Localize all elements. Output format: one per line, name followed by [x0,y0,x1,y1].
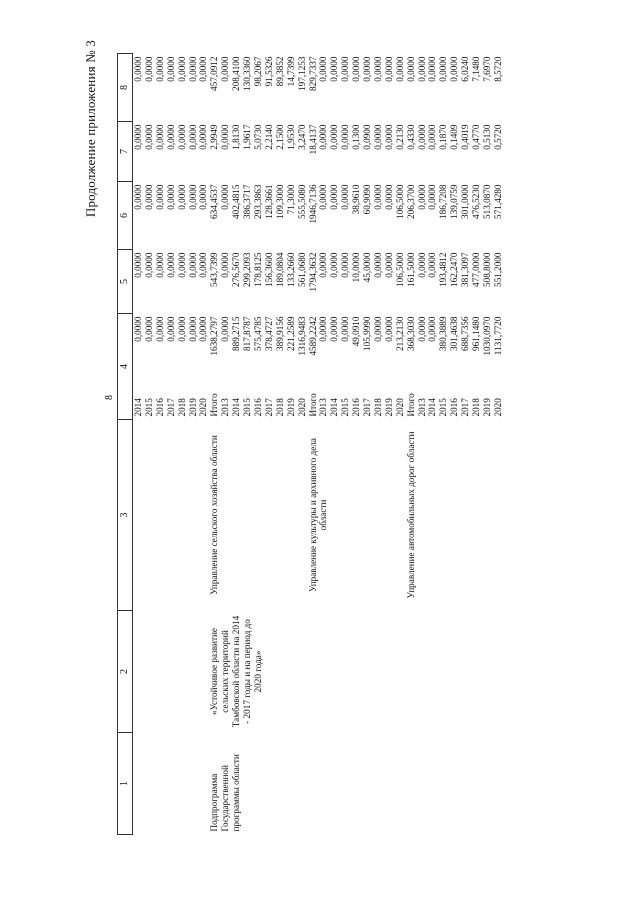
column-number: 8 [118,54,133,122]
column-number: 1 [118,733,133,835]
value-cell: 477,0000 [471,252,482,287]
year-cell: 2016 [449,398,460,417]
value-cell: 0,0000 [416,56,427,82]
value-cell: 0,0000 [176,184,187,210]
value-cell: 293,3863 [252,184,263,219]
column-number: 5 [118,250,133,314]
year-cell: 2015 [340,398,351,417]
value-cell: 0,0000 [340,316,351,342]
value-cell: 197,1253 [296,56,307,91]
value-cell: 1131,7720 [492,316,503,356]
value-cell: 0,0000 [133,124,143,150]
year-cell: 2019 [187,398,198,417]
value-cell: 386,3717 [242,184,253,219]
value-cell: 10,0000 [351,252,362,283]
value-cell: 1,9530 [285,124,296,150]
value-cell: 508,8000 [482,252,492,287]
value-cell: 1794,3632 [307,252,318,292]
value-cell: 156,3600 [263,252,274,287]
page-number: 8 [103,376,118,420]
year-cell: 2013 [220,398,231,417]
value-cell: 161,5000 [405,252,416,287]
value-cell: 0,2130 [394,124,405,150]
value-cell: 89,3852 [274,56,285,87]
value-cell: 0,0000 [154,316,165,342]
value-cell: 389,9156 [274,316,285,351]
year-cell: 2019 [285,398,296,417]
value-cell: 4589,2242 [307,316,318,356]
value-cell: 0,0000 [318,184,329,210]
value-cell: 0,0000 [329,252,340,278]
value-cell: 2,9949 [209,124,220,150]
value-cell: 551,2000 [492,252,503,287]
value-cell: 2,2140 [263,124,274,150]
value-cell: 1946,7136 [307,184,318,224]
value-cell: 0,0000 [187,124,198,150]
value-cell: 0,0000 [383,184,394,210]
year-cell: 2020 [394,398,405,417]
value-cell: 0,0000 [427,56,438,82]
value-cell: 38,9610 [351,184,362,215]
value-cell: 0,0000 [198,56,209,82]
value-cell: 889,2715 [231,316,242,351]
value-cell: 8,5720 [492,56,503,82]
value-cell: 1316,9483 [296,316,307,356]
value-cell: 0,0000 [187,56,198,82]
year-cell: 2014 [329,398,340,417]
value-cell: 0,0000 [340,184,351,210]
value-cell: 0,0000 [383,124,394,150]
column-number: 4 [118,314,133,420]
value-cell: 213,2130 [394,316,405,351]
year-cell: 2016 [154,398,165,417]
value-cell: 0,0000 [340,124,351,150]
value-cell: 0,0000 [176,124,187,150]
value-cell: 0,0000 [154,56,165,82]
value-cell: 571,4280 [492,184,503,219]
year-cell: 2019 [383,398,394,417]
value-cell: 109,3000 [274,184,285,219]
year-cell: 2014 [427,398,438,417]
value-cell: 0,0000 [383,316,394,342]
value-cell: 378,4727 [263,316,274,351]
year-cell: 2015 [242,398,253,417]
value-cell: 0,0000 [372,252,383,278]
value-cell: 0,0000 [362,56,373,82]
value-cell: 276,5670 [231,252,242,287]
value-cell: 0,0000 [372,124,383,150]
value-cell: 0,0000 [143,56,154,82]
value-cell: 688,7356 [460,316,471,351]
column-number-row [118,54,133,835]
value-cell: 0,0000 [198,252,209,278]
column-number: 3 [118,420,133,611]
year-cell: 2016 [351,398,362,417]
year-cell: Итого [307,393,318,417]
year-cell: 2018 [274,398,285,417]
value-cell: 162,2470 [449,252,460,287]
value-cell: 0,0000 [416,252,427,278]
value-cell: 106,5000 [394,184,405,219]
value-cell: 133,2660 [285,252,296,287]
value-cell: 0,0000 [438,56,449,82]
value-cell: 0,0000 [176,252,187,278]
rotated-sheet [83,30,628,835]
column-number: 6 [118,182,133,250]
agency-name: Управление сельского хозяйства области [209,435,220,595]
year-cell: 2020 [296,398,307,417]
value-cell: 0,0000 [351,56,362,82]
value-cell: 0,0000 [154,184,165,210]
value-cell: 0,0000 [427,252,438,278]
value-cell: 0,0000 [133,252,143,278]
value-cell: 0,4330 [405,124,416,150]
value-cell: 961,1480 [471,316,482,351]
year-cell: 2013 [416,398,427,417]
value-cell: 1030,0970 [482,316,492,356]
agency-name: Управление автомобильных дорог области [405,431,416,599]
value-cell: 0,0000 [187,252,198,278]
value-cell: 380,3889 [438,316,449,351]
value-cell: 0,0000 [394,56,405,82]
value-cell: 0,1409 [449,124,460,150]
value-cell: 0,0000 [165,252,176,278]
value-cell: 139,0759 [449,184,460,219]
value-cell: 189,0804 [274,252,285,287]
year-cell: Итого [209,393,220,417]
year-cell: 2013 [318,398,329,417]
value-cell: 45,0000 [362,252,373,283]
value-cell: 1638,2797 [209,316,220,356]
value-cell: 106,5000 [394,252,405,287]
value-cell: 0,0000 [154,252,165,278]
value-cell: 0,0000 [176,316,187,342]
value-cell: 7,1480 [471,56,482,82]
value-cell: 0,0000 [372,184,383,210]
value-cell: 0,0000 [220,56,231,82]
value-cell: 0,1300 [351,124,362,150]
value-cell: 130,3360 [242,56,253,91]
value-cell: 0,0000 [372,316,383,342]
year-cell: 2014 [231,398,242,417]
value-cell: 0,0000 [165,56,176,82]
year-cell: 2018 [471,398,482,417]
value-cell: 402,4815 [231,184,242,219]
year-cell: 2017 [165,398,176,417]
year-cell: 2020 [198,398,209,417]
value-cell: 2,1500 [274,124,285,150]
value-cell: 0,0000 [220,252,231,278]
column-number: 7 [118,122,133,182]
value-cell: 193,4812 [438,252,449,287]
value-cell: 98,2067 [252,56,263,87]
value-cell: 0,0000 [416,124,427,150]
value-cell: 0,0000 [198,124,209,150]
value-cell: 1,8130 [231,124,242,150]
value-cell: 0,0000 [427,124,438,150]
value-cell: 105,9990 [362,316,373,351]
value-cell: 0,0000 [427,316,438,342]
value-cell: 0,1870 [438,124,449,150]
value-cell: 0,0000 [416,316,427,342]
value-cell: 543,7399 [209,252,220,287]
page-number-row [103,54,118,835]
value-cell: 0,0000 [329,56,340,82]
value-cell: 0,0000 [143,316,154,342]
value-cell: 0,0000 [329,184,340,210]
value-cell: 0,0000 [198,184,209,210]
value-cell: 0,0000 [187,184,198,210]
value-cell: 829,7337 [307,56,318,91]
value-cell: 0,0000 [154,124,165,150]
value-cell: 0,0000 [176,56,187,82]
value-cell: 555,5080 [296,184,307,219]
agency-name: Управление культуры и архивного дела области [307,438,329,592]
value-cell: 817,8787 [242,316,253,351]
value-cell: 301,0000 [460,184,471,219]
value-cell: 0,0000 [198,316,209,342]
program-title: «Устойчивое развитие сельских территорий Тамбовской области на 2014 - 2017 годы и на период до 2020 года» [209,615,263,728]
year-cell: 2017 [460,398,471,417]
value-cell: 206,3700 [405,184,416,219]
value-cell: 0,0000 [143,252,154,278]
value-cell: 0,0000 [220,124,231,150]
value-cell: 0,0000 [372,56,383,82]
year-cell: 2016 [252,398,263,417]
value-cell: 0,5130 [482,124,492,150]
value-cell: 1,9617 [242,124,253,150]
value-cell: 0,4019 [460,124,471,150]
value-cell: 0,5720 [492,124,503,150]
value-cell: 221,2589 [285,316,296,351]
year-cell: 2017 [362,398,373,417]
value-cell: 208,4100 [231,56,242,91]
value-cell: 634,4537 [209,184,220,219]
value-cell: 0,0000 [318,56,329,82]
year-cell: 2018 [176,398,187,417]
value-cell: 0,0000 [416,184,427,210]
value-cell: 0,0000 [383,252,394,278]
year-cell: 2014 [133,398,143,417]
value-cell: 0,0000 [220,184,231,210]
program-label: Подпрограмма Государственной программы области [209,754,242,832]
value-cell: 513,0870 [482,184,492,219]
value-cell: 0,0000 [427,184,438,210]
value-cell: 0,0900 [362,124,373,150]
page-heading: Продолжение приложения № 3 [83,40,98,218]
value-cell: 381,3097 [460,252,471,287]
value-cell: 60,9090 [362,184,373,215]
value-cell: 14,7399 [285,56,296,87]
value-cell: 7,6970 [482,56,492,82]
value-cell: 575,4785 [252,316,263,351]
year-cell: 2015 [143,398,154,417]
value-cell: 0,0000 [133,56,143,82]
value-cell: 301,4638 [449,316,460,351]
value-cell: 91,5326 [263,56,274,87]
table-row [133,54,144,835]
value-cell: 186,7208 [438,184,449,219]
value-cell: 6,0240 [460,56,471,82]
value-cell: 3,2470 [296,124,307,150]
value-cell: 49,0910 [351,316,362,347]
value-cell: 0,0000 [329,124,340,150]
value-cell: 0,0000 [318,124,329,150]
value-cell: 18,4137 [307,124,318,155]
year-cell: Итого [405,393,416,417]
agency-name [133,420,210,611]
value-cell: 561,0680 [296,252,307,287]
value-cell: 299,2093 [242,252,253,287]
value-cell: 368,3030 [405,316,416,351]
year-cell: 2018 [372,398,383,417]
value-cell: 0,0000 [329,316,340,342]
value-cell: 0,0000 [143,124,154,150]
value-cell: 0,0000 [318,252,329,278]
year-cell: 2019 [482,398,492,417]
value-cell: 0,0000 [187,316,198,342]
value-cell: 71,3000 [285,184,296,215]
value-cell: 0,0000 [318,316,329,342]
value-cell: 0,0000 [449,56,460,82]
value-cell: 5,0730 [252,124,263,150]
table-body [133,54,504,835]
value-cell: 0,0000 [133,184,143,210]
value-cell: 0,0000 [220,316,231,342]
value-cell: 0,0000 [165,124,176,150]
year-cell: 2017 [263,398,274,417]
value-cell: 0,0000 [340,56,351,82]
value-cell: 0,0000 [133,316,143,342]
value-cell: 0,4770 [471,124,482,150]
column-number: 2 [118,611,133,733]
value-cell: 128,3661 [263,184,274,219]
value-cell: 476,5230 [471,184,482,219]
value-cell: 0,0000 [143,184,154,210]
year-cell: 2015 [438,398,449,417]
value-cell: 0,0000 [405,56,416,82]
value-cell: 178,8125 [252,252,263,287]
value-cell: 457,0912 [209,56,220,91]
value-cell: 0,0000 [165,316,176,342]
value-cell: 0,0000 [383,56,394,82]
value-cell: 0,0000 [340,252,351,278]
budget-table [103,53,504,835]
value-cell: 0,0000 [165,184,176,210]
year-cell: 2020 [492,398,503,417]
